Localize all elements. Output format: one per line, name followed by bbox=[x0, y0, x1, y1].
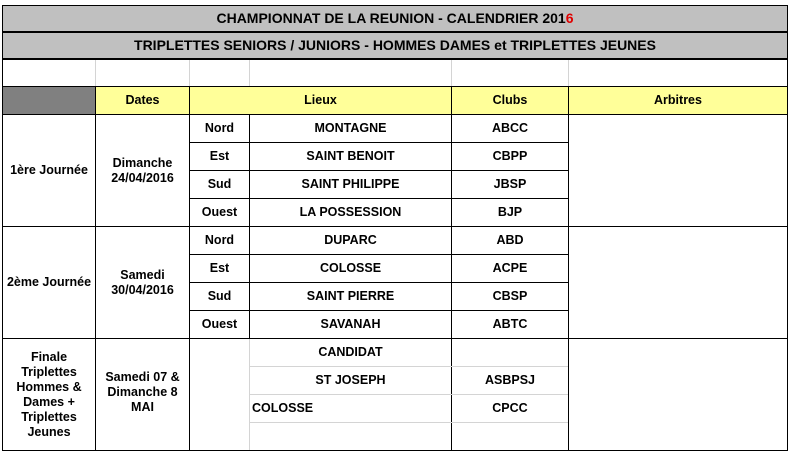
finale-label bbox=[3, 339, 95, 450]
j2-date-day: Samedi bbox=[120, 267, 165, 282]
finale-label-line: Finale bbox=[30, 349, 68, 364]
grid-line bbox=[189, 198, 569, 199]
lieu-cell: MONTAGNE bbox=[314, 121, 387, 135]
grid-line bbox=[95, 86, 96, 451]
grid-line bbox=[249, 114, 250, 339]
j2-date bbox=[96, 227, 189, 338]
j1-date-day: Dimanche bbox=[112, 155, 173, 170]
j1-label: 1ère Journée bbox=[10, 163, 88, 177]
lieu-cell: DUPARC bbox=[324, 233, 377, 247]
finale-label-line: Dames + bbox=[23, 394, 75, 409]
zone-cell: Est bbox=[209, 149, 230, 163]
j1-date-value: 24/04/2016 bbox=[111, 170, 174, 185]
grid-line bbox=[2, 450, 788, 451]
finale-label-line: Hommes & bbox=[16, 379, 82, 394]
lieu-cell: SAVANAH bbox=[320, 317, 381, 331]
finale-label-line: Triplettes bbox=[21, 364, 77, 379]
lieu-cell: SAINT PIERRE bbox=[306, 289, 395, 303]
grid-line bbox=[2, 5, 788, 6]
grid-line bbox=[2, 32, 788, 33]
grid-line bbox=[95, 60, 96, 86]
club-cell: ASBPSJ bbox=[484, 373, 536, 387]
grid-line bbox=[787, 5, 788, 451]
header-clubs: Clubs bbox=[452, 87, 568, 114]
page-title bbox=[3, 6, 787, 31]
header-arbitres: Arbitres bbox=[569, 87, 787, 114]
grid-line bbox=[189, 254, 569, 255]
zone-cell: Ouest bbox=[201, 205, 238, 219]
grid-line bbox=[2, 86, 788, 87]
club-cell: CPCC bbox=[492, 401, 528, 415]
zone-cell: Nord bbox=[204, 121, 235, 135]
lieu-cell: SAINT PHILIPPE bbox=[301, 177, 400, 191]
title-main-text: CHAMPIONNAT DE LA REUNION - CALENDRIER 201 bbox=[216, 10, 566, 26]
grid-line bbox=[189, 60, 190, 86]
grid-line bbox=[568, 86, 569, 451]
grid-line bbox=[451, 60, 452, 86]
club-cell: CBPP bbox=[492, 149, 528, 163]
lieu-cell: COLOSSE bbox=[252, 401, 314, 415]
lieu-cell: CANDIDAT bbox=[318, 345, 383, 359]
page-subtitle: TRIPLETTES SENIORS / JUNIORS - HOMMES DAMES et TRIPLETTES JEUNES bbox=[3, 33, 787, 58]
finale-label-line: Jeunes bbox=[27, 424, 71, 439]
lieu-cell: SAINT BENOIT bbox=[306, 149, 395, 163]
club-cell: CBSP bbox=[492, 289, 528, 303]
club-cell: ACPE bbox=[492, 261, 528, 275]
grid-line bbox=[189, 310, 569, 311]
zone-cell: Ouest bbox=[201, 317, 238, 331]
zone-cell: Sud bbox=[207, 177, 232, 191]
finale-date-line: MAI bbox=[131, 400, 154, 414]
grid-line bbox=[2, 338, 788, 339]
grid-line bbox=[2, 59, 788, 60]
club-cell bbox=[452, 339, 568, 366]
zone-cell: Est bbox=[209, 261, 230, 275]
title-year-digit: 6 bbox=[565, 10, 574, 26]
club-cell: ABCC bbox=[491, 121, 529, 135]
grid-line bbox=[249, 60, 250, 86]
finale-date-line: Samedi 07 & bbox=[105, 370, 180, 384]
grid-line bbox=[250, 422, 568, 423]
grid-line bbox=[189, 86, 190, 451]
grid-line bbox=[2, 114, 788, 115]
j1-date bbox=[96, 115, 189, 226]
finale-label-line: Triplettes bbox=[21, 409, 77, 424]
header-lieux: Lieux bbox=[190, 87, 451, 114]
lieu-cell: COLOSSE bbox=[319, 261, 382, 275]
club-cell: ABD bbox=[496, 233, 524, 247]
grid-line bbox=[189, 142, 569, 143]
grid-line bbox=[250, 366, 568, 367]
grid-line bbox=[2, 5, 3, 451]
finale-date-line: Dimanche 8 bbox=[107, 385, 178, 399]
grid-line bbox=[451, 86, 452, 451]
zone-cell: Nord bbox=[204, 233, 235, 247]
grid-line bbox=[250, 394, 568, 395]
grid-line bbox=[189, 282, 569, 283]
grid-line bbox=[568, 60, 569, 86]
club-cell: BJP bbox=[497, 205, 523, 219]
finale-date bbox=[96, 339, 189, 450]
lieu-cell: ST JOSEPH bbox=[315, 373, 386, 387]
grid-line bbox=[189, 170, 569, 171]
zone-cell: Sud bbox=[207, 289, 232, 303]
club-cell: ABTC bbox=[492, 317, 528, 331]
club-cell: JBSP bbox=[493, 177, 527, 191]
j2-date-value: 30/04/2016 bbox=[111, 282, 174, 297]
grid-line bbox=[2, 226, 788, 227]
j2-label: 2ème Journée bbox=[6, 275, 92, 289]
lieu-cell: LA POSSESSION bbox=[299, 205, 402, 219]
header-dates: Dates bbox=[96, 87, 189, 114]
header-corner-cell bbox=[3, 87, 95, 114]
